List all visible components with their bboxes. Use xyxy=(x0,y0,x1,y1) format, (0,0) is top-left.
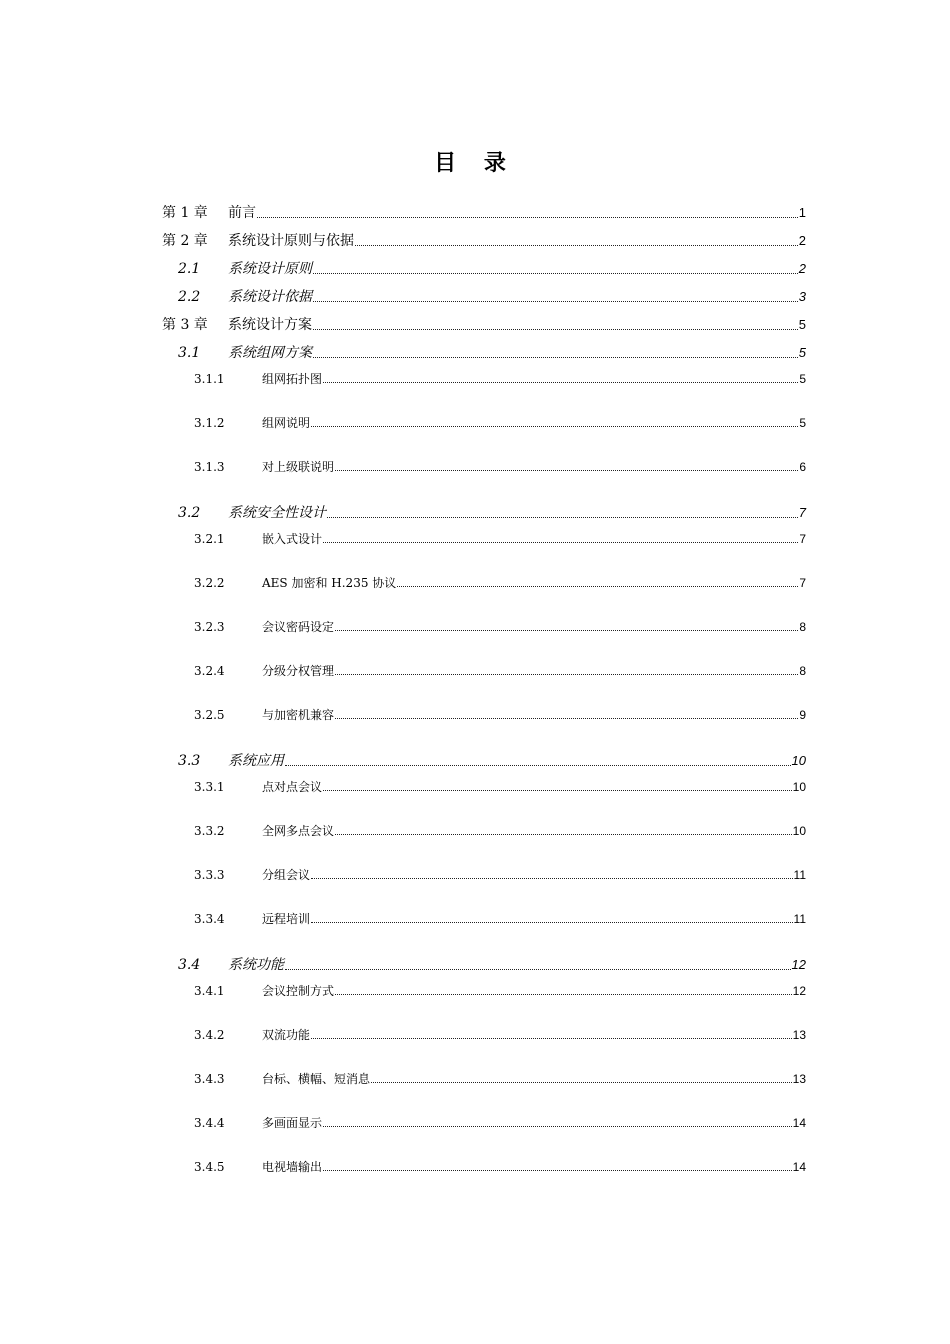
toc-entry[interactable] xyxy=(178,286,806,306)
toc-entry[interactable] xyxy=(178,750,806,770)
toc-entry-label: 系统功能 xyxy=(228,957,284,973)
dot-leader xyxy=(323,790,792,791)
toc-entry-number: 第 3 章 xyxy=(162,317,208,333)
toc-entry-label: 电视墙输出 xyxy=(262,1160,323,1174)
toc-entry-page: 5 xyxy=(799,372,806,386)
toc-entry[interactable] xyxy=(162,314,806,334)
toc-entry[interactable] xyxy=(178,954,806,974)
toc-entry[interactable] xyxy=(178,502,806,522)
toc-entry[interactable] xyxy=(194,1114,806,1131)
toc-entry-number: 2.2 xyxy=(178,289,201,305)
toc-entry-label: 对上级联说明 xyxy=(262,460,335,474)
toc-entry-number: 3.3.2 xyxy=(194,824,225,838)
toc-entry[interactable] xyxy=(194,866,806,883)
toc-entry-label: 系统设计原则与依据 xyxy=(228,233,354,249)
dot-leader xyxy=(313,273,798,274)
dot-leader xyxy=(327,517,798,518)
toc-entry-label: 台标、横幅、短消息 xyxy=(262,1072,371,1086)
toc-entry-number: 3.4.4 xyxy=(194,1116,225,1130)
dot-leader xyxy=(335,674,798,675)
dot-leader xyxy=(257,217,798,218)
dot-leader xyxy=(335,718,798,719)
toc-entry[interactable] xyxy=(194,1070,806,1087)
toc-entry-page: 13 xyxy=(792,1072,806,1086)
toc-entry[interactable] xyxy=(194,618,806,635)
toc-entry-number: 第 2 章 xyxy=(162,233,208,249)
dot-leader xyxy=(335,630,798,631)
toc-entry[interactable] xyxy=(194,574,806,591)
dot-leader xyxy=(285,765,791,766)
toc-entry-number: 3.1.1 xyxy=(194,372,225,386)
dot-leader xyxy=(313,329,798,330)
toc-entry-number: 3.1.2 xyxy=(194,416,225,430)
toc-entry-number: 3.2.4 xyxy=(194,664,225,678)
toc-entry-number: 3.2.1 xyxy=(194,532,225,546)
dot-leader xyxy=(313,301,798,302)
toc-entry-number: 3.4.5 xyxy=(194,1160,225,1174)
dot-leader xyxy=(323,382,798,383)
toc-entry[interactable] xyxy=(194,910,806,927)
dot-leader xyxy=(311,1038,792,1039)
toc-entry-number: 3.2.3 xyxy=(194,620,225,634)
toc-entry-label: 会议控制方式 xyxy=(262,984,335,998)
toc-entry-number: 3.3.3 xyxy=(194,868,225,882)
dot-leader xyxy=(311,878,793,879)
dot-leader xyxy=(313,357,798,358)
toc-entry[interactable] xyxy=(194,982,806,999)
toc-entry-label: 双流功能 xyxy=(262,1028,311,1042)
toc-entry-number: 3.3.4 xyxy=(194,912,225,926)
toc-entry-label: 系统设计原则 xyxy=(228,261,312,277)
toc-entry-page: 8 xyxy=(799,620,806,634)
toc-entry-page: 11 xyxy=(793,868,806,882)
toc-entry-label: 分级分权管理 xyxy=(262,664,335,678)
toc-entry-number: 2.1 xyxy=(178,261,201,277)
toc-entry-label: 远程培训 xyxy=(262,912,311,926)
toc-entry-number: 3.4.2 xyxy=(194,1028,225,1042)
toc-entry[interactable] xyxy=(194,458,806,475)
toc-entry[interactable] xyxy=(194,822,806,839)
toc-entry-page: 14 xyxy=(792,1116,806,1130)
toc-entry-label: 系统应用 xyxy=(228,753,284,769)
toc-entry-page: 5 xyxy=(798,345,806,360)
toc-entry-label: 系统组网方案 xyxy=(228,345,312,361)
toc-entry-label: 分组会议 xyxy=(262,868,311,882)
toc-entry[interactable] xyxy=(194,1158,806,1175)
toc-entry[interactable] xyxy=(194,370,806,387)
toc-entry-label: 系统设计依据 xyxy=(228,289,312,305)
toc-entry-label: AES 加密和 H.235 协议 xyxy=(262,576,397,590)
toc-entry[interactable] xyxy=(194,706,806,723)
toc-entry[interactable] xyxy=(162,230,806,250)
toc-entry-label: 系统安全性设计 xyxy=(228,505,326,521)
toc-entry-number: 3.2.5 xyxy=(194,708,225,722)
toc-entry-label: 系统设计方案 xyxy=(228,317,312,333)
dot-leader xyxy=(323,1126,792,1127)
toc-entry-label: 会议密码设定 xyxy=(262,620,335,634)
toc-entry-number: 3.3 xyxy=(178,753,201,769)
toc-entry[interactable] xyxy=(194,530,806,547)
toc-entry-page: 11 xyxy=(793,912,806,926)
toc-entry-number: 3.2.2 xyxy=(194,576,225,590)
toc-entry-label: 组网拓扑图 xyxy=(262,372,323,386)
toc-entry-number: 3.4.1 xyxy=(194,984,225,998)
toc-entry[interactable] xyxy=(194,778,806,795)
toc-entry-page: 10 xyxy=(792,824,806,838)
toc-entry-label: 组网说明 xyxy=(262,416,311,430)
toc-entry-page: 6 xyxy=(799,460,806,474)
dot-leader xyxy=(397,586,798,587)
toc-entry-label: 与加密机兼容 xyxy=(262,708,335,722)
toc-entry-page: 2 xyxy=(798,261,806,276)
toc-entry-page: 5 xyxy=(798,317,806,332)
dot-leader xyxy=(311,426,798,427)
toc-entry-page: 13 xyxy=(792,1028,806,1042)
toc-entry-page: 10 xyxy=(792,780,806,794)
toc-entry-page: 5 xyxy=(799,416,806,430)
dot-leader xyxy=(371,1082,792,1083)
toc-entry-label: 点对点会议 xyxy=(262,780,323,794)
toc-entry-label: 全网多点会议 xyxy=(262,824,335,838)
toc-entry-label: 多画面显示 xyxy=(262,1116,323,1130)
toc-entry[interactable] xyxy=(178,342,806,362)
dot-leader xyxy=(285,969,791,970)
dot-leader xyxy=(335,834,792,835)
toc-entry-number: 3.4.3 xyxy=(194,1072,225,1086)
toc-entry-page: 7 xyxy=(799,576,806,590)
toc-entry[interactable] xyxy=(178,258,806,278)
toc-entry-page: 3 xyxy=(798,289,806,304)
dot-leader xyxy=(335,470,798,471)
dot-leader xyxy=(323,542,798,543)
toc-entry-page: 2 xyxy=(798,233,806,248)
toc-entry-label: 前言 xyxy=(228,205,256,221)
toc-entry-number: 3.3.1 xyxy=(194,780,225,794)
toc-entry[interactable] xyxy=(194,662,806,679)
toc-entry[interactable] xyxy=(194,1026,806,1043)
toc-entry[interactable] xyxy=(162,202,806,222)
toc-entry-page: 1 xyxy=(798,205,806,220)
toc-entry-number: 3.4 xyxy=(178,957,201,973)
toc-entry-page: 10 xyxy=(791,753,806,768)
toc-entry-number: 3.1.3 xyxy=(194,460,225,474)
dot-leader xyxy=(335,994,792,995)
toc-entry-page: 7 xyxy=(799,532,806,546)
dot-leader xyxy=(311,922,793,923)
toc-title: 目 录 xyxy=(434,150,516,176)
toc-entry-number: 3.1 xyxy=(178,345,201,361)
toc-entry-page: 7 xyxy=(798,505,806,520)
toc-entry-number: 第 1 章 xyxy=(162,205,208,221)
toc-entry-label: 嵌入式设计 xyxy=(262,532,323,546)
dot-leader xyxy=(355,245,798,246)
toc-entry-page: 12 xyxy=(791,957,806,972)
toc-entry-number: 3.2 xyxy=(178,505,201,521)
dot-leader xyxy=(323,1170,792,1171)
toc-entry-page: 8 xyxy=(799,664,806,678)
toc-entry-page: 14 xyxy=(792,1160,806,1174)
toc-entry-page: 9 xyxy=(799,708,806,722)
toc-entry-page: 12 xyxy=(792,984,806,998)
toc-entry[interactable] xyxy=(194,414,806,431)
